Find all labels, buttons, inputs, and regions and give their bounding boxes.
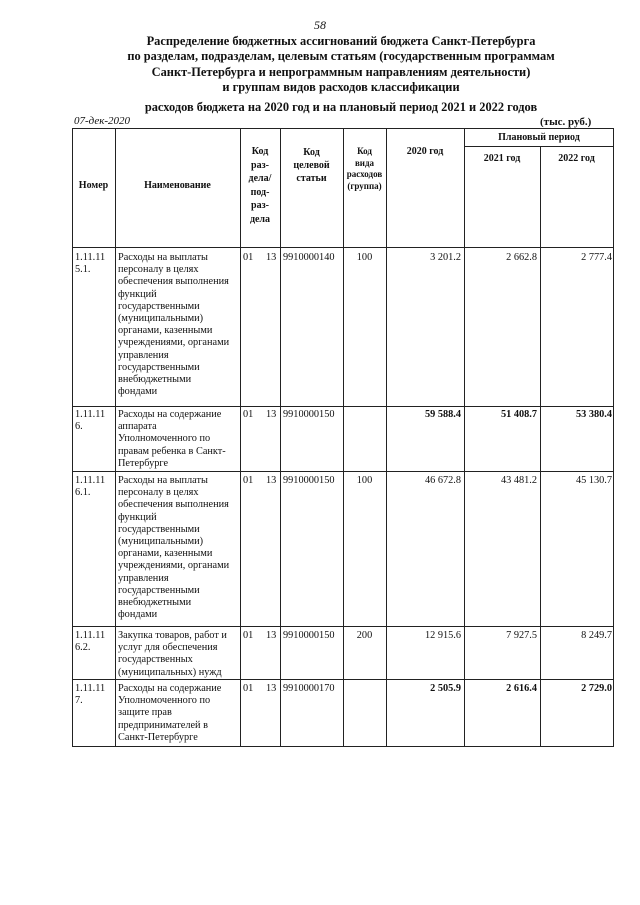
- row-section: 01: [243, 409, 254, 420]
- row-section: 01: [243, 475, 254, 486]
- row-subsection: 13: [266, 252, 277, 263]
- row-subsection: 13: [266, 409, 277, 420]
- row-name: Расходы на содержание аппарата Уполномоченного по правам ребенка в Санкт- Петербурге: [118, 409, 226, 469]
- row-number: 1.11.11 6.2.: [75, 630, 106, 654]
- row-type-code: 200: [356, 630, 373, 641]
- header-target-code: Код целевой статьи: [293, 147, 330, 184]
- col-line: [280, 128, 281, 747]
- header-type-code: Код вида расходов (группа): [346, 146, 383, 191]
- col-line: [464, 128, 465, 747]
- row-subsection: 13: [266, 630, 277, 641]
- row-section: 01: [243, 252, 254, 263]
- header-2020: 2020 год: [406, 146, 444, 157]
- col-line: [343, 128, 344, 747]
- row-subsection: 13: [266, 683, 277, 694]
- units-label: (тыс. руб.): [540, 116, 592, 128]
- document-date: 07-дек-2020: [74, 115, 131, 127]
- row-name: Закупка товаров, работ и услуг для обеспечения государственных (муниципальных) нужд: [118, 630, 227, 678]
- row-value-2022: 8 249.7: [581, 630, 612, 641]
- header-2022: 2022 год: [558, 153, 595, 164]
- row-value-2021: 43 481.2: [500, 475, 537, 486]
- header-2021: 2021 год: [483, 153, 521, 164]
- row-section: 01: [243, 683, 254, 694]
- row-value-2021: 7 927.5: [506, 630, 537, 641]
- row-value-2021: 2 616.4: [506, 683, 537, 694]
- row-target-code: 9910000150: [283, 409, 335, 420]
- row-type-code: 100: [356, 252, 373, 263]
- row-number: 1.11.11 7.: [75, 683, 106, 707]
- col-line: [613, 128, 614, 747]
- row-value-2020: 59 588.4: [424, 409, 461, 420]
- page-number: 58: [314, 18, 326, 32]
- document-title: [96, 34, 586, 115]
- row-target-code: 9910000170: [283, 683, 335, 694]
- row-subsection: 13: [266, 475, 277, 486]
- row-section: 01: [243, 630, 254, 641]
- row-value-2020: 3 201.2: [430, 252, 461, 263]
- row-number: 1.11.11 6.1.: [75, 475, 106, 499]
- row-target-code: 9910000150: [283, 475, 335, 486]
- row-name: Расходы на содержание Уполномоченного по защите прав предпринимателей в Санкт-Петербурге: [118, 683, 222, 743]
- title-line: расходов бюджета на 2020 год и на плановый период 2021 и 2022 годов: [144, 99, 538, 114]
- header-section-code: Код раз- дела/ под- раз- дела: [248, 146, 272, 225]
- header-name: Наименование: [144, 180, 211, 191]
- row-value-2021: 51 408.7: [500, 409, 537, 420]
- row-value-2020: 46 672.8: [424, 475, 461, 486]
- row-type-code: 100: [356, 475, 373, 486]
- title-line: по разделам, подразделам, целевым статьям (государственным программам: [127, 49, 555, 64]
- row-number: 1.11.11 6.: [75, 409, 106, 433]
- row-number: 1.11.11 5.1.: [75, 252, 106, 276]
- row-name: Расходы на выплаты персоналу в целях обеспечения выполнения функций государственными (муниципальными) органами, казенными учреждениями, органами управления государственными внебюджетными фондами: [118, 475, 230, 621]
- col-line: [386, 128, 387, 747]
- row-value-2021: 2 662.8: [506, 252, 537, 263]
- row-value-2020: 12 915.6: [424, 630, 461, 641]
- col-line: [115, 128, 116, 747]
- col-line: [72, 128, 73, 747]
- row-value-2022: 45 130.7: [575, 475, 612, 486]
- col-line: [540, 146, 541, 747]
- row-value-2020: 2 505.9: [430, 683, 461, 694]
- title-line: и группам видов расходов классификации: [222, 80, 460, 95]
- row-value-2022: 2 729.0: [581, 683, 612, 694]
- title-line: Распределение бюджетных ассигнований бюджета Санкт-Петербурга: [146, 34, 536, 48]
- row-value-2022: 53 380.4: [575, 409, 612, 420]
- row-target-code: 9910000150: [283, 630, 335, 641]
- header-number: Номер: [78, 180, 109, 191]
- row-value-2022: 2 777.4: [581, 252, 612, 263]
- row-target-code: 9910000140: [283, 252, 335, 263]
- title-line: Санкт-Петербурга и непрограммным направлениям деятельности): [151, 64, 531, 79]
- header-planned-period: Плановый период: [498, 132, 580, 143]
- planned-divider: [464, 146, 614, 147]
- row-name: Расходы на выплаты персоналу в целях обеспечения выполнения функций государственными (муниципальными) органами, казенными учреждениями, органами управления государственными внебюджетными фондами: [118, 252, 230, 398]
